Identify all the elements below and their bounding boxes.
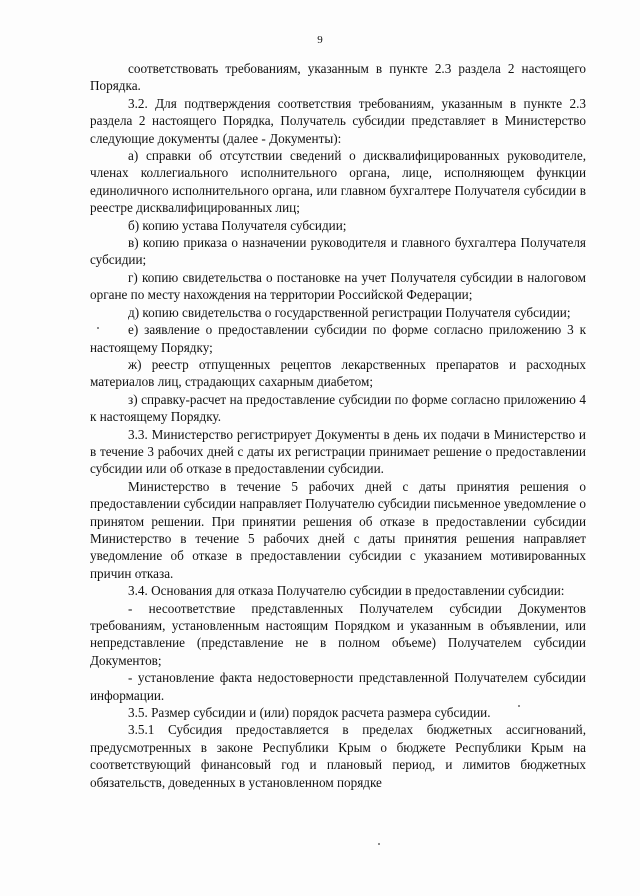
list-item-d: д) копию свидетельства о государственной регистрации Получателя субсидии;: [128, 304, 571, 320]
paragraph-notification: Министерство в течение 5 рабочих дней с даты принятия решения о предоставлении субсидии направляет Получателю субсидии письменное уведомление о принятом решении. При принятии решения об отказе в предоставлении субсидии Министерство в течение 5 рабочих дней с даты принятия решения направляет уведомление об отказе в предоставлении субсидии с указанием мотивированных причин отказа.: [90, 478, 587, 581]
list-item-zh: ж) реестр отпущенных рецептов лекарственных препаратов и расходных материалов лиц, страдающих сахарным диабетом;: [90, 356, 586, 390]
scan-speck: [97, 327, 99, 329]
list-item-z: з) справку-расчет на предоставление субсидии по форме согласно приложению 4 к настоящему Порядку.: [90, 391, 586, 425]
list-item-g: г) копию свидетельства о постановке на учет Получателя субсидии в налоговом органе по месту нахождения на территории Российской Федерации;: [90, 269, 586, 303]
refusal-reason-1: - несоответствие представленных Получателем субсидии Документов требованиям, установленным настоящим Порядком и указанным в объявлении, или непредставление (представление не в полном объеме) Получателем субсидии Документов;: [90, 600, 586, 668]
list-item-v: в) копию приказа о назначении руководителя и главного бухгалтера Получателя субсидии;: [90, 235, 586, 268]
list-item-b: б) копию устава Получателя субсидии;: [128, 217, 347, 233]
paragraph-3-5-1: 3.5.1 Субсидия предоставляется в пределах бюджетных ассигнований, предусмотренных в законе Республики Крым о бюджете Республики Крым на соответствующий финансовый год и плановый период, и лимитов бюджетных обязательств, доведенных в установленном порядке: [90, 722, 586, 790]
paragraph-3-3: 3.3. Министерство регистрирует Документы в день их подачи в Министерство и в течение 3 рабочих дней с даты их регистрации принимает решение о предоставлении субсидии или об отказе в предоставлении субсидии.: [90, 426, 586, 477]
paragraph-continuation: соответствовать требованиям, указанным в пункте 2.3 раздела 2 настоящего Порядка.: [90, 61, 586, 94]
paragraph-3-2: 3.2. Для подтверждения соответствия требованиям, указанным в пункте 2.3 раздела 2 настоящего Порядка, Получатель субсидии представляет в Министерство следующие документы (далее - Документы):: [90, 95, 586, 146]
list-item-e: е) заявление о предоставлении субсидии по форме согласно приложению 3 к настоящему Порядку;: [90, 322, 586, 355]
page-number: 9: [317, 34, 323, 46]
scan-speck: [378, 843, 380, 845]
refusal-reason-2: - установление факта недостоверности представленной Получателем субсидии информации.: [90, 670, 586, 703]
paragraph-3-5: 3.5. Размер субсидии и (или) порядок расчета размера субсидии.: [128, 705, 491, 721]
document-body: [90, 60, 586, 791]
paragraph-3-4: 3.4. Основания для отказа Получателю субсидии в предоставлении субсидии:: [128, 583, 565, 599]
scan-speck: [518, 705, 520, 707]
list-item-a: а) справки об отсутствии сведений о дисквалифицированных руководителе, членах коллегиального исполнительного органа, лице, исполняющем функции единоличного исполнительного органа, или главном бухгалтере Получателя субсидии в реестре дисквалифицированных лиц;: [90, 148, 586, 216]
